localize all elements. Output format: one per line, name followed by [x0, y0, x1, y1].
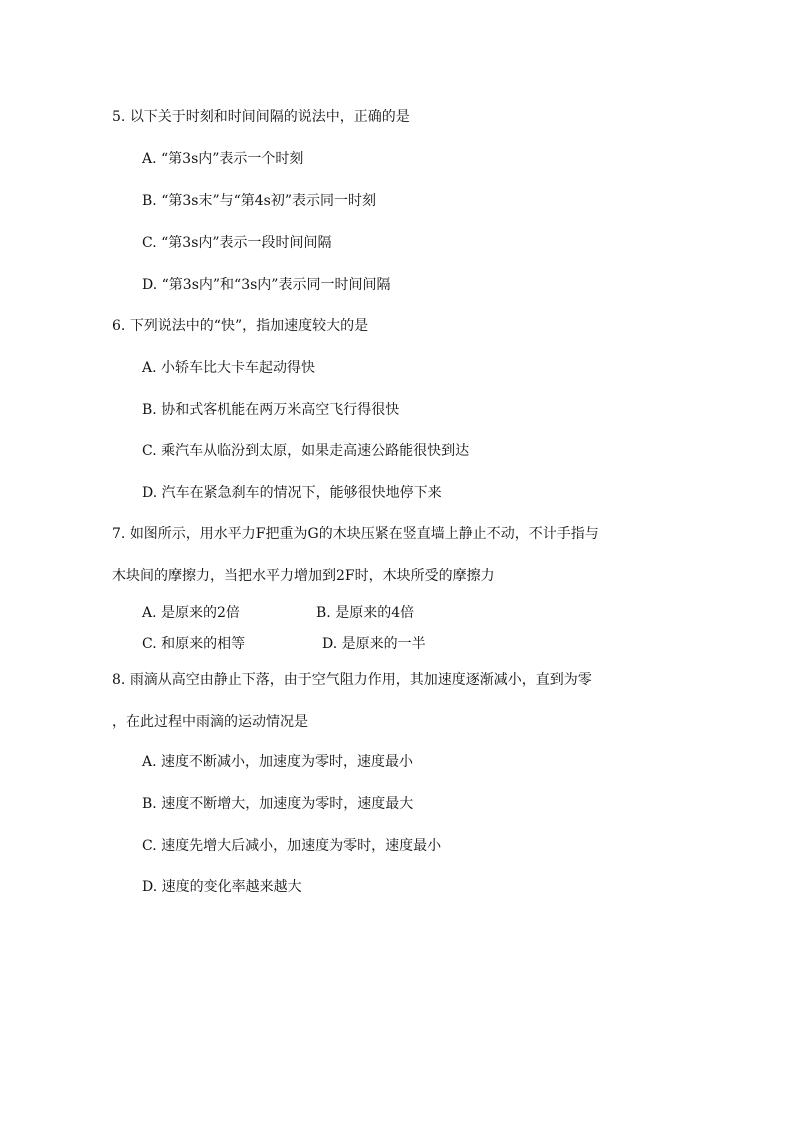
option-letter: C.: [142, 636, 157, 652]
question-8-option-b: [142, 794, 413, 814]
question-number: 6.: [112, 318, 126, 334]
question-5: [112, 107, 410, 127]
question-6: [112, 316, 368, 336]
option-text: 乘汽车从临汾到太原，如果走高速公路能很快到达: [161, 443, 470, 459]
option-letter: A.: [142, 754, 157, 770]
option-text: 速度的变化率越来越大: [161, 879, 302, 895]
question-8-continuation: ，在此过程中雨滴的运动情况是: [112, 714, 308, 730]
option-text: 汽车在紧急刹车的情况下，能够很快地停下来: [161, 485, 442, 501]
option-letter: D.: [142, 879, 158, 895]
question-8-option-a: [142, 752, 413, 772]
question-6-option-b: [142, 400, 399, 420]
option-text: 速度不断减小，加速度为零时，速度最小: [161, 754, 414, 770]
option-text: “第3s末”与“第4s初”表示同一时刻: [161, 193, 377, 209]
option-text: 是原来的2倍: [161, 605, 240, 621]
option-text: “第3s内”和“3s内”表示同一时间间隔: [161, 277, 391, 293]
question-7-option-a: [142, 603, 240, 623]
option-text: “第3s内”表示一段时间间隔: [161, 235, 332, 251]
question-text: 如图所示，用水平力F把重为G的木块压紧在竖直墙上静止不动，不计手指与: [129, 526, 599, 542]
option-letter: A.: [142, 605, 157, 621]
question-5-option-b: [142, 191, 376, 211]
option-letter: C.: [142, 838, 157, 854]
option-letter: B.: [142, 796, 157, 812]
option-text: 速度不断增大，加速度为零时，速度最大: [161, 796, 414, 812]
option-letter: A.: [142, 360, 157, 376]
question-number: 7.: [112, 526, 126, 542]
option-letter: C.: [142, 443, 157, 459]
option-text: 协和式客机能在两万米高空飞行得很快: [161, 402, 400, 418]
question-text: 以下关于时刻和时间间隔的说法中，正确的是: [129, 109, 410, 125]
question-6-option-a: [142, 358, 315, 378]
option-letter: B.: [142, 402, 157, 418]
option-letter: C.: [142, 235, 157, 251]
question-8-option-d: [142, 877, 302, 897]
option-letter: D.: [142, 485, 158, 501]
question-8: [112, 670, 592, 690]
option-text: “第3s内”表示一个时刻: [161, 151, 304, 167]
question-7-option-c: [142, 634, 245, 654]
option-letter: D.: [322, 636, 338, 652]
question-7: [112, 524, 599, 544]
option-text: 是原来的一半: [341, 636, 426, 652]
question-5-option-a: [142, 149, 303, 169]
question-5-option-d: [142, 275, 390, 295]
option-letter: B.: [316, 605, 331, 621]
question-6-option-c: [142, 441, 469, 461]
question-text: 下列说法中的“快”，指加速度较大的是: [129, 318, 369, 334]
question-7-option-d: [322, 634, 426, 654]
option-text: 速度先增大后减小，加速度为零时，速度最小: [161, 838, 442, 854]
question-number: 8.: [112, 672, 126, 688]
option-letter: D.: [142, 277, 158, 293]
question-7-option-b: [316, 603, 414, 623]
question-6-option-d: [142, 483, 442, 503]
option-letter: A.: [142, 151, 157, 167]
question-8-option-c: [142, 836, 441, 856]
option-text: 小轿车比大卡车起动得快: [161, 360, 316, 376]
question-text: 雨滴从高空由静止下落，由于空气阻力作用，其加速度逐渐减小，直到为零: [129, 672, 592, 688]
option-text: 和原来的相等: [161, 636, 246, 652]
question-7-continuation: 木块间的摩擦力，当把水平力增加到2F时，木块所受的摩擦力: [112, 568, 495, 584]
question-number: 5.: [112, 109, 126, 125]
option-text: 是原来的4倍: [335, 605, 415, 621]
option-letter: B.: [142, 193, 157, 209]
question-5-option-c: [142, 233, 332, 253]
